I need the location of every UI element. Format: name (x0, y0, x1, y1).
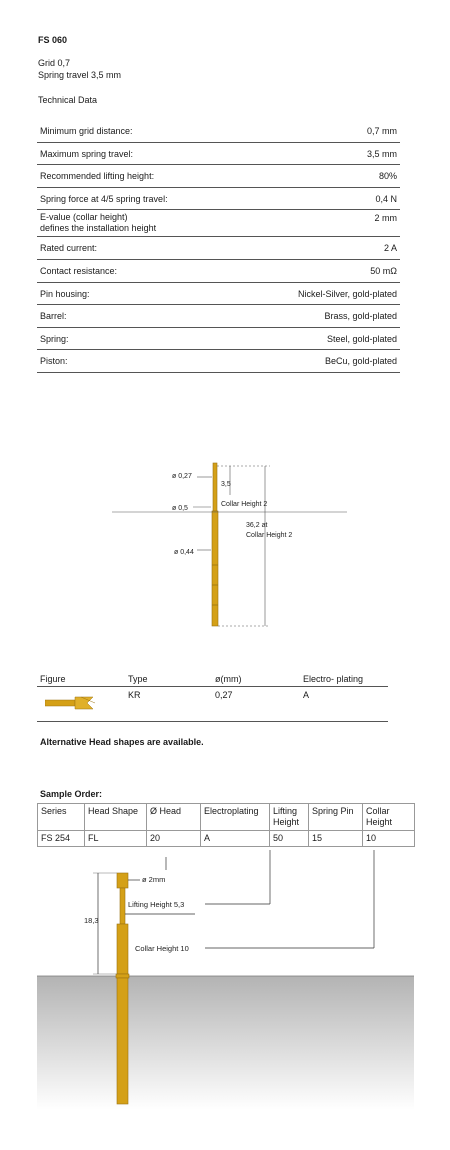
section-title: Technical Data (38, 95, 98, 105)
tech-value: 0,4 N (375, 193, 397, 204)
travel-text: Spring travel 3,5 mm (38, 70, 122, 80)
tech-label-line: Minimum grid distance: (40, 126, 133, 136)
length-label-2: Collar Height 2 (246, 532, 293, 539)
tech-label (40, 126, 133, 137)
product-title: FS 060 (38, 35, 68, 45)
board-surface (37, 976, 414, 1110)
sample-value-head-diameter: 20 (147, 831, 201, 847)
tech-label-line: E-value (collar height) (40, 212, 128, 223)
tech-label (40, 243, 97, 254)
fig-header-plating: Electro- plating (303, 674, 364, 684)
sample-order-table (37, 803, 415, 847)
installation-drawing (0, 850, 450, 1115)
tech-label-line: Rated current: (40, 243, 98, 254)
lifting-height-label: Lifting Height 5,3 (128, 900, 185, 909)
head-diameter-label: ø 2mm (142, 875, 166, 884)
tech-row (37, 143, 400, 166)
tech-value: 50 mΩ (370, 265, 397, 276)
tech-label-line: Maximum spring travel: (40, 148, 134, 159)
diameter-1-label: ø 0,27 (172, 473, 192, 480)
tech-value: BeCu, gold-plated (324, 356, 397, 367)
pin-shape (212, 463, 218, 626)
sample-header-spring-pin: Spring Pin (309, 804, 363, 831)
sample-value-spring-pin: 15 (309, 831, 363, 847)
fig-header-type: Type (128, 674, 148, 684)
diameter-2-label: ø 0,5 (172, 505, 188, 512)
collar-height-label: Collar Height 10 (135, 944, 189, 953)
technical-data-table (37, 120, 400, 373)
tech-row (37, 120, 400, 143)
crown-head-icon (45, 695, 100, 711)
diameter-3-label: ø 0,44 (174, 549, 194, 556)
fig-header-diameter: ø(mm) (215, 674, 242, 684)
tech-row (37, 237, 400, 260)
tech-label-line: Contact resistance: (40, 265, 118, 276)
sample-value-series: FS 254 (38, 831, 85, 847)
tech-row (37, 165, 400, 188)
tech-label (40, 289, 90, 300)
tech-label-line-2: defines the installation height (40, 223, 157, 234)
tech-label-line: Piston: (40, 356, 68, 367)
collar-label: Collar Height 2 (221, 501, 268, 508)
tech-label-line: Spring: (40, 333, 69, 344)
sample-header-electroplating: Electroplating (201, 804, 270, 831)
alt-heads-note: Alternative Head shapes are available. (40, 737, 204, 747)
fig-header-figure: Figure (40, 674, 66, 684)
fig-diameter-value: 0,27 (215, 690, 233, 700)
sample-header-head-diameter: Ø Head (147, 804, 201, 831)
sample-value-electroplating: A (201, 831, 270, 847)
tech-row (37, 328, 400, 351)
tech-row (37, 188, 400, 211)
pin-drawing (0, 455, 450, 635)
tech-value: 80% (378, 171, 397, 182)
total-length-label: 18,3 (84, 916, 99, 925)
tech-label (40, 266, 117, 277)
sample-header-series: Series (38, 804, 85, 831)
sample-value-lifting-height: 50 (270, 831, 309, 847)
tech-row (37, 260, 400, 283)
tech-row (37, 305, 400, 328)
grid-text: Grid 0,7 (38, 58, 71, 68)
tech-value: 0,7 mm (366, 126, 397, 136)
length-label-1: 36,2 at (246, 522, 268, 529)
tech-value: 3,5 mm (366, 148, 397, 159)
tech-label (40, 149, 133, 160)
tech-value: Steel, gold-plated (326, 333, 397, 344)
tech-label (40, 171, 154, 182)
travel-label: 3,5 (221, 481, 231, 488)
tech-label (40, 212, 156, 234)
tech-label-line: Pin housing: (40, 288, 90, 299)
callout-lines (93, 850, 374, 974)
figure-table (37, 672, 388, 722)
sample-header-lifting-height: Lifting Height (270, 804, 309, 831)
tech-value: Brass, gold-plated (324, 311, 397, 322)
sample-value-head-shape: FL (85, 831, 147, 847)
tech-value: 2 A (383, 243, 397, 254)
tech-label (40, 356, 68, 367)
fig-type-value: KR (128, 690, 141, 700)
sample-header-collar-height: Collar Height (363, 804, 415, 831)
tech-label-line: Barrel: (40, 311, 67, 322)
dimension-lines (112, 466, 347, 626)
tech-label-line: Spring force at 4/5 spring travel: (40, 193, 168, 204)
tech-label-line: Recommended lifting height: (40, 171, 155, 182)
tech-label (40, 311, 67, 322)
tech-label (40, 334, 69, 345)
tech-row (37, 283, 400, 306)
tech-row (37, 350, 400, 373)
sample-order-title: Sample Order: (40, 789, 103, 799)
tech-label (40, 194, 168, 205)
fig-plating-value: A (303, 690, 310, 700)
sample-header-head-shape: Head Shape (85, 804, 147, 831)
tech-value: Nickel-Silver, gold-plated (297, 288, 397, 299)
tech-value: 2 mm (374, 213, 397, 224)
sample-value-collar-height: 10 (363, 831, 415, 847)
tech-row (37, 210, 400, 237)
